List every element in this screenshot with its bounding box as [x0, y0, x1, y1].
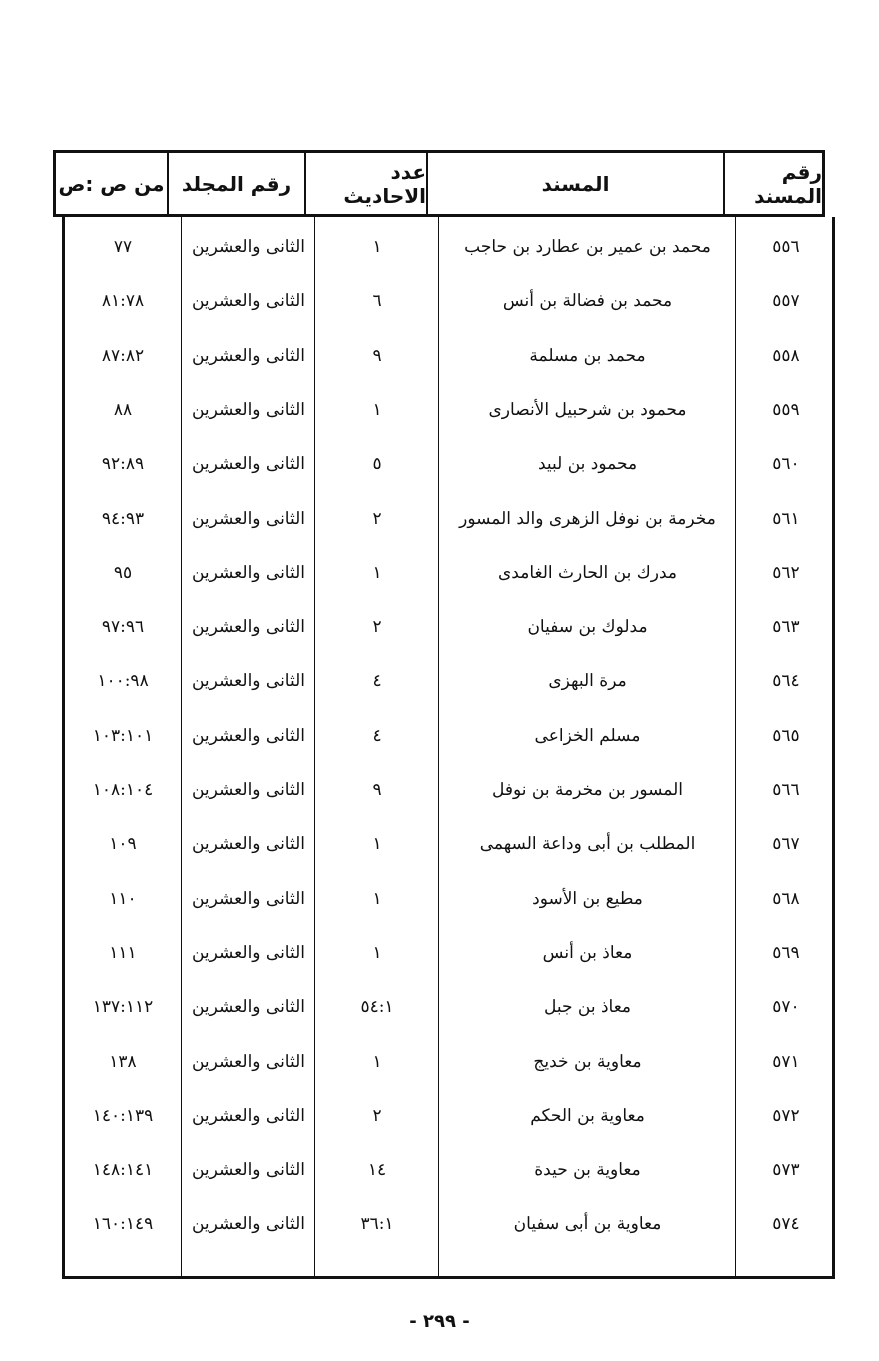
- cell-pages: ٨١:٧٨: [101, 291, 145, 312]
- table-header: [53, 150, 825, 217]
- cell-volume: الثانى والعشرين: [191, 617, 306, 638]
- cell-musnad-name: معاوية بن الحكم: [530, 1105, 645, 1126]
- cell-pages: ٩٤:٩٣: [101, 508, 145, 529]
- cell-musnad-name: مدرك بن الحارث الغامدى: [497, 562, 678, 583]
- cell-musnad-number: ٥٥٦: [772, 237, 800, 257]
- cell-hadith-count: ٣٦:١: [360, 1214, 394, 1235]
- cell-musnad-name: مدلوك بن سفيان: [527, 617, 648, 638]
- cell-musnad-number: ٥٦٩: [772, 942, 800, 963]
- cell-hadith-count: ١: [372, 237, 382, 257]
- cell-volume: الثانى والعشرين: [191, 291, 306, 312]
- cell-volume: الثانى والعشرين: [191, 997, 306, 1018]
- cell-musnad-number: ٥٦٢: [772, 562, 800, 583]
- cell-pages: ٨٨: [113, 399, 133, 420]
- cell-pages: ١٣٨: [109, 1051, 137, 1072]
- header-pages: من ص :ص: [58, 171, 165, 196]
- table-row: [65, 980, 832, 1034]
- cell-pages: ١٣٧:١١٢: [92, 997, 154, 1018]
- table-body: [62, 217, 835, 1279]
- table-row: [65, 220, 832, 274]
- cell-musnad-number: ٥٥٧: [772, 291, 800, 312]
- cell-musnad-name: مسلم الخزاعى: [534, 725, 641, 746]
- cell-pages: ١١١: [109, 942, 137, 963]
- cell-musnad-number: ٥٦٠: [772, 454, 800, 475]
- cell-musnad-number: ٥٦٨: [772, 888, 800, 909]
- table-row: [65, 383, 832, 437]
- cell-hadith-count: ١: [372, 942, 382, 963]
- cell-musnad-name: معاوية بن أبى سفيان: [513, 1214, 662, 1235]
- cell-hadith-count: ٢: [372, 617, 382, 638]
- table-row: [65, 926, 832, 980]
- cell-hadith-count: ١: [372, 834, 382, 855]
- table-row: [65, 600, 832, 654]
- header-divider: [167, 153, 169, 214]
- cell-musnad-number: ٥٧٢: [772, 1105, 800, 1126]
- cell-volume: الثانى والعشرين: [191, 888, 306, 909]
- cell-volume: الثانى والعشرين: [191, 671, 306, 692]
- table-row: [65, 1143, 832, 1197]
- cell-volume: الثانى والعشرين: [191, 454, 306, 475]
- cell-musnad-number: ٥٥٩: [772, 399, 800, 420]
- header-divider: [426, 153, 428, 214]
- cell-hadith-count: ٥٤:١: [360, 997, 394, 1018]
- cell-musnad-number: ٥٦٧: [772, 834, 800, 855]
- cell-pages: ١٠٠:٩٨: [97, 671, 149, 692]
- cell-musnad-name: معاذ بن أنس: [542, 942, 633, 963]
- cell-musnad-number: ٥٧٣: [772, 1160, 800, 1181]
- page-number: - ٢٩٩ -: [409, 1311, 470, 1332]
- cell-pages: ٩٥: [113, 562, 133, 583]
- cell-pages: ١٠٩: [109, 834, 137, 855]
- cell-hadith-count: ١: [372, 1051, 382, 1072]
- cell-pages: ٧٧: [113, 237, 133, 257]
- cell-musnad-name: محمد بن مسلمة: [529, 345, 646, 366]
- table-row: [65, 274, 832, 328]
- table-row: [65, 437, 832, 491]
- cell-pages: ١٦٠:١٤٩: [92, 1214, 154, 1235]
- cell-musnad-name: معاوية بن خديج: [533, 1051, 642, 1072]
- cell-musnad-name: المطلب بن أبى وداعة السهمى: [479, 834, 696, 855]
- table-row: [65, 763, 832, 817]
- cell-hadith-count: ١: [372, 888, 382, 909]
- cell-musnad-name: محمد بن عمير بن عطارد بن حاجب: [464, 237, 711, 257]
- header-musnad-number: رقم المسند: [754, 159, 822, 208]
- header-musnad: المسند: [541, 171, 610, 196]
- cell-hadith-count: ١٤: [367, 1160, 387, 1181]
- cell-volume: الثانى والعشرين: [191, 345, 306, 366]
- cell-pages: ٩٢:٨٩: [101, 454, 145, 475]
- cell-hadith-count: ٩: [372, 345, 382, 366]
- cell-volume: الثانى والعشرين: [191, 725, 306, 746]
- header-divider: [723, 153, 725, 214]
- cell-hadith-count: ٤: [372, 671, 382, 692]
- cell-musnad-name: معاوية بن حيدة: [534, 1160, 641, 1181]
- cell-musnad-name: مطيع بن الأسود: [532, 888, 643, 909]
- cell-hadith-count: ٤: [372, 725, 382, 746]
- table-row: [65, 329, 832, 383]
- cell-volume: الثانى والعشرين: [191, 780, 306, 800]
- cell-musnad-name: محمود بن لبيد: [537, 454, 638, 475]
- cell-pages: ١٠٨:١٠٤: [92, 780, 154, 800]
- header-hadith-count: عدد الاحاديث: [343, 159, 426, 208]
- cell-musnad-number: ٥٦٦: [772, 780, 800, 800]
- cell-pages: ١٠٣:١٠١: [92, 725, 154, 746]
- cell-musnad-name: المسور بن مخرمة بن نوفل: [491, 780, 684, 800]
- cell-pages: ١٤٨:١٤١: [92, 1160, 154, 1181]
- cell-volume: الثانى والعشرين: [191, 1105, 306, 1126]
- cell-pages: ٨٧:٨٢: [101, 345, 145, 366]
- cell-volume: الثانى والعشرين: [191, 237, 306, 257]
- table-row: [65, 546, 832, 600]
- cell-pages: ١١٠: [109, 888, 137, 909]
- cell-volume: الثانى والعشرين: [191, 1214, 306, 1235]
- table-row: [65, 492, 832, 546]
- cell-volume: الثانى والعشرين: [191, 1160, 306, 1181]
- cell-musnad-number: ٥٧١: [772, 1051, 800, 1072]
- cell-hadith-count: ٢: [372, 1105, 382, 1126]
- cell-volume: الثانى والعشرين: [191, 399, 306, 420]
- table-row: [65, 1197, 832, 1251]
- cell-musnad-number: ٥٧٠: [772, 997, 800, 1018]
- cell-hadith-count: ٦: [372, 291, 382, 312]
- cell-hadith-count: ٥: [372, 454, 382, 475]
- cell-volume: الثانى والعشرين: [191, 942, 306, 963]
- table-row: [65, 654, 832, 708]
- cell-hadith-count: ١: [372, 562, 382, 583]
- cell-volume: الثانى والعشرين: [191, 508, 306, 529]
- table-row: [65, 872, 832, 926]
- cell-hadith-count: ١: [372, 399, 382, 420]
- cell-pages: ٩٧:٩٦: [101, 617, 145, 638]
- cell-musnad-number: ٥٧٤: [772, 1214, 800, 1235]
- cell-musnad-name: محمود بن شرحبيل الأنصارى: [488, 399, 687, 420]
- cell-musnad-number: ٥٦٣: [772, 617, 800, 638]
- cell-volume: الثانى والعشرين: [191, 1051, 306, 1072]
- cell-musnad-name: معاذ بن جبل: [543, 997, 632, 1018]
- cell-hadith-count: ٩: [372, 780, 382, 800]
- table-rows: [65, 217, 832, 1276]
- table-row: [65, 1089, 832, 1143]
- cell-volume: الثانى والعشرين: [191, 834, 306, 855]
- cell-volume: الثانى والعشرين: [191, 562, 306, 583]
- table-row: [65, 1035, 832, 1089]
- cell-musnad-number: ٥٦٥: [772, 725, 800, 746]
- cell-musnad-name: محمد بن فضالة بن أنس: [502, 291, 673, 312]
- cell-musnad-name: مخرمة بن نوفل الزهرى والد المسور: [459, 508, 716, 529]
- cell-musnad-name: مرة البهزى: [548, 671, 627, 692]
- cell-musnad-number: ٥٦١: [772, 508, 800, 529]
- table-row: [65, 709, 832, 763]
- header-volume-number: رقم المجلد: [181, 171, 292, 196]
- cell-musnad-number: ٥٦٤: [772, 671, 800, 692]
- table-row: [65, 817, 832, 871]
- cell-pages: ١٤٠:١٣٩: [92, 1105, 154, 1126]
- cell-hadith-count: ٢: [372, 508, 382, 529]
- header-divider: [304, 153, 306, 214]
- cell-musnad-number: ٥٥٨: [772, 345, 800, 366]
